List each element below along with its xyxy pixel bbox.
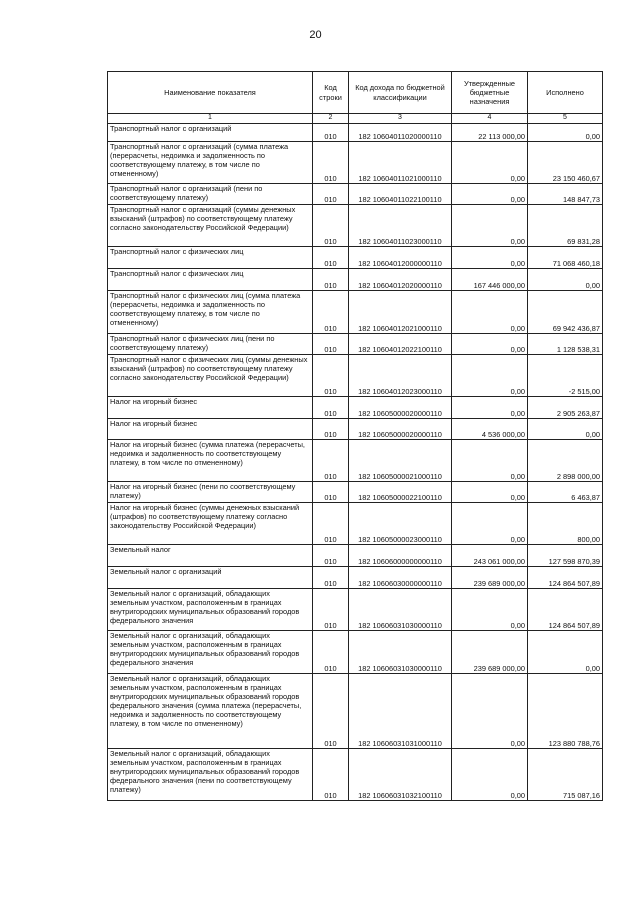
indicator-name-cell: Транспортный налог с физических лиц bbox=[108, 246, 313, 268]
indicator-name-cell: Транспортный налог с организаций (сумма платежа (перерасчеты, недоимка и задолженность по соответствующему платежу, в том числе по отмененному) bbox=[108, 141, 313, 183]
approved-amount-cell: 0,00 bbox=[452, 183, 528, 204]
row-code-cell: 010 bbox=[313, 673, 349, 748]
executed-amount-cell: 2 898 000,00 bbox=[528, 439, 603, 481]
indicator-name-cell: Земельный налог с организаций, обладающих земельным участком, расположенным в границах внутригородских муниципальных образований городов федерального значения bbox=[108, 630, 313, 673]
row-code-cell: 010 bbox=[313, 204, 349, 246]
indicator-name-cell: Налог на игорный бизнес (пени по соответствующему платежу) bbox=[108, 481, 313, 502]
table-row bbox=[108, 246, 603, 268]
indicator-name-cell: Транспортный налог с организаций (суммы денежных взысканий (штрафов) по соответствующему платежу согласно законодательству Российской Федерации) bbox=[108, 204, 313, 246]
executed-amount-cell: 124 864 507,89 bbox=[528, 588, 603, 630]
indicator-name-cell: Земельный налог с организаций, обладающих земельным участком, расположенным в границах внутригородских муниципальных образований городов федерального значения (пени по соответствующему платежу) bbox=[108, 748, 313, 800]
approved-amount-cell: 167 446 000,00 bbox=[452, 268, 528, 290]
kbk-code-cell: 182 10605000020000110 bbox=[349, 418, 452, 439]
row-code-cell: 010 bbox=[313, 333, 349, 354]
table-body bbox=[108, 123, 603, 800]
approved-amount-cell: 0,00 bbox=[452, 354, 528, 396]
table-row bbox=[108, 588, 603, 630]
row-code-cell: 010 bbox=[313, 630, 349, 673]
indicator-name-cell: Транспортный налог с организаций (пени по соответствующему платежу) bbox=[108, 183, 313, 204]
table-row bbox=[108, 418, 603, 439]
executed-amount-cell: 0,00 bbox=[528, 418, 603, 439]
approved-amount-cell: 239 689 000,00 bbox=[452, 630, 528, 673]
column-number: 1 bbox=[108, 114, 313, 124]
executed-amount-cell: 69 942 436,87 bbox=[528, 290, 603, 333]
header-kbk: Код дохода по бюджетной классификации bbox=[349, 72, 452, 114]
table-row bbox=[108, 673, 603, 748]
table-row bbox=[108, 333, 603, 354]
kbk-code-cell: 182 10604012020000110 bbox=[349, 268, 452, 290]
kbk-code-cell: 182 10604011020000110 bbox=[349, 123, 452, 141]
table-row bbox=[108, 354, 603, 396]
page-number: 20 bbox=[309, 29, 322, 41]
kbk-code-cell: 182 10605000020000110 bbox=[349, 396, 452, 418]
kbk-code-cell: 182 10604012022100110 bbox=[349, 333, 452, 354]
approved-amount-cell: 0,00 bbox=[452, 141, 528, 183]
approved-amount-cell: 0,00 bbox=[452, 396, 528, 418]
header-done: Исполнено bbox=[528, 72, 603, 114]
indicator-name-cell: Налог на игорный бизнес bbox=[108, 418, 313, 439]
column-number-row bbox=[108, 114, 603, 124]
approved-amount-cell: 0,00 bbox=[452, 748, 528, 800]
kbk-code-cell: 182 10604011023000110 bbox=[349, 204, 452, 246]
executed-amount-cell: 0,00 bbox=[528, 268, 603, 290]
executed-amount-cell: 6 463,87 bbox=[528, 481, 603, 502]
indicator-name-cell: Транспортный налог с физических лиц (сумма платежа (перерасчеты, недоимка и задолженность по соответствующему платежу, в том числе по отмененному) bbox=[108, 290, 313, 333]
row-code-cell: 010 bbox=[313, 141, 349, 183]
indicator-name-cell: Транспортный налог с физических лиц (пени по соответствующему платежу) bbox=[108, 333, 313, 354]
executed-amount-cell: 800,00 bbox=[528, 502, 603, 544]
indicator-name-cell: Земельный налог bbox=[108, 544, 313, 566]
budget-execution-table bbox=[107, 71, 603, 801]
row-code-cell: 010 bbox=[313, 354, 349, 396]
executed-amount-cell: 0,00 bbox=[528, 123, 603, 141]
table-row bbox=[108, 204, 603, 246]
kbk-code-cell: 182 10606031031000110 bbox=[349, 673, 452, 748]
row-code-cell: 010 bbox=[313, 588, 349, 630]
table-row bbox=[108, 290, 603, 333]
executed-amount-cell: -2 515,00 bbox=[528, 354, 603, 396]
table-header-row bbox=[108, 72, 603, 114]
table-row bbox=[108, 748, 603, 800]
table-row bbox=[108, 566, 603, 588]
kbk-code-cell: 182 10605000021000110 bbox=[349, 439, 452, 481]
indicator-name-cell: Налог на игорный бизнес (сумма платежа (перерасчеты, недоимка и задолженность по соответствующему платежу, в том числе по отмененному) bbox=[108, 439, 313, 481]
approved-amount-cell: 243 061 000,00 bbox=[452, 544, 528, 566]
table-row bbox=[108, 123, 603, 141]
indicator-name-cell: Транспортный налог с организаций bbox=[108, 123, 313, 141]
table-row bbox=[108, 268, 603, 290]
column-number: 5 bbox=[528, 114, 603, 124]
table-row bbox=[108, 544, 603, 566]
row-code-cell: 010 bbox=[313, 481, 349, 502]
executed-amount-cell: 127 598 870,39 bbox=[528, 544, 603, 566]
kbk-code-cell: 182 10604012021000110 bbox=[349, 290, 452, 333]
executed-amount-cell: 71 068 460,18 bbox=[528, 246, 603, 268]
indicator-name-cell: Налог на игорный бизнес bbox=[108, 396, 313, 418]
header-row-code: Код строки bbox=[313, 72, 349, 114]
row-code-cell: 010 bbox=[313, 123, 349, 141]
row-code-cell: 010 bbox=[313, 748, 349, 800]
approved-amount-cell: 0,00 bbox=[452, 204, 528, 246]
executed-amount-cell: 123 880 788,76 bbox=[528, 673, 603, 748]
row-code-cell: 010 bbox=[313, 183, 349, 204]
column-number: 3 bbox=[349, 114, 452, 124]
approved-amount-cell: 239 689 000,00 bbox=[452, 566, 528, 588]
approved-amount-cell: 4 536 000,00 bbox=[452, 418, 528, 439]
kbk-code-cell: 182 10606031030000110 bbox=[349, 630, 452, 673]
header-approved: Утвержденные бюджетные назначения bbox=[452, 72, 528, 114]
table-row bbox=[108, 481, 603, 502]
kbk-code-cell: 182 10604011021000110 bbox=[349, 141, 452, 183]
approved-amount-cell: 0,00 bbox=[452, 439, 528, 481]
row-code-cell: 010 bbox=[313, 566, 349, 588]
kbk-code-cell: 182 10604011022100110 bbox=[349, 183, 452, 204]
row-code-cell: 010 bbox=[313, 290, 349, 333]
row-code-cell: 010 bbox=[313, 502, 349, 544]
executed-amount-cell: 2 905 263,87 bbox=[528, 396, 603, 418]
kbk-code-cell: 182 10606031032100110 bbox=[349, 748, 452, 800]
kbk-code-cell: 182 10606030000000110 bbox=[349, 566, 452, 588]
indicator-name-cell: Земельный налог с организаций, обладающих земельным участком, расположенным в границах внутригородских муниципальных образований городов федерального значения (сумма платежа (перерасчеты, недоимка и задолженность по соответствующему платежу, в том числе по отмененному) bbox=[108, 673, 313, 748]
indicator-name-cell: Земельный налог с организаций, обладающих земельным участком, расположенным в границах внутригородских муниципальных образований городов федерального значения bbox=[108, 588, 313, 630]
table-row bbox=[108, 630, 603, 673]
executed-amount-cell: 0,00 bbox=[528, 630, 603, 673]
kbk-code-cell: 182 10604012023000110 bbox=[349, 354, 452, 396]
approved-amount-cell: 0,00 bbox=[452, 333, 528, 354]
table-row bbox=[108, 141, 603, 183]
table-row bbox=[108, 439, 603, 481]
approved-amount-cell: 0,00 bbox=[452, 502, 528, 544]
row-code-cell: 010 bbox=[313, 268, 349, 290]
executed-amount-cell: 715 087,16 bbox=[528, 748, 603, 800]
column-number: 4 bbox=[452, 114, 528, 124]
kbk-code-cell: 182 10604012000000110 bbox=[349, 246, 452, 268]
table-row bbox=[108, 396, 603, 418]
approved-amount-cell: 0,00 bbox=[452, 588, 528, 630]
indicator-name-cell: Транспортный налог с физических лиц bbox=[108, 268, 313, 290]
indicator-name-cell: Транспортный налог с физических лиц (суммы денежных взысканий (штрафов) по соответствующему платежу согласно законодательству Российской Федерации) bbox=[108, 354, 313, 396]
header-name: Наименование показателя bbox=[108, 72, 313, 114]
executed-amount-cell: 124 864 507,89 bbox=[528, 566, 603, 588]
approved-amount-cell: 0,00 bbox=[452, 673, 528, 748]
approved-amount-cell: 0,00 bbox=[452, 290, 528, 333]
row-code-cell: 010 bbox=[313, 246, 349, 268]
table-row bbox=[108, 502, 603, 544]
approved-amount-cell: 0,00 bbox=[452, 481, 528, 502]
approved-amount-cell: 22 113 000,00 bbox=[452, 123, 528, 141]
row-code-cell: 010 bbox=[313, 544, 349, 566]
kbk-code-cell: 182 10606031030000110 bbox=[349, 588, 452, 630]
row-code-cell: 010 bbox=[313, 418, 349, 439]
indicator-name-cell: Земельный налог с организаций bbox=[108, 566, 313, 588]
indicator-name-cell: Налог на игорный бизнес (суммы денежных взысканий (штрафов) по соответствующему платежу согласно законодательству Российской Федерации) bbox=[108, 502, 313, 544]
kbk-code-cell: 182 10605000023000110 bbox=[349, 502, 452, 544]
executed-amount-cell: 148 847,73 bbox=[528, 183, 603, 204]
column-number: 2 bbox=[313, 114, 349, 124]
approved-amount-cell: 0,00 bbox=[452, 246, 528, 268]
executed-amount-cell: 69 831,28 bbox=[528, 204, 603, 246]
kbk-code-cell: 182 10606000000000110 bbox=[349, 544, 452, 566]
row-code-cell: 010 bbox=[313, 439, 349, 481]
table-row bbox=[108, 183, 603, 204]
row-code-cell: 010 bbox=[313, 396, 349, 418]
kbk-code-cell: 182 10605000022100110 bbox=[349, 481, 452, 502]
executed-amount-cell: 1 128 538,31 bbox=[528, 333, 603, 354]
executed-amount-cell: 23 150 460,67 bbox=[528, 141, 603, 183]
